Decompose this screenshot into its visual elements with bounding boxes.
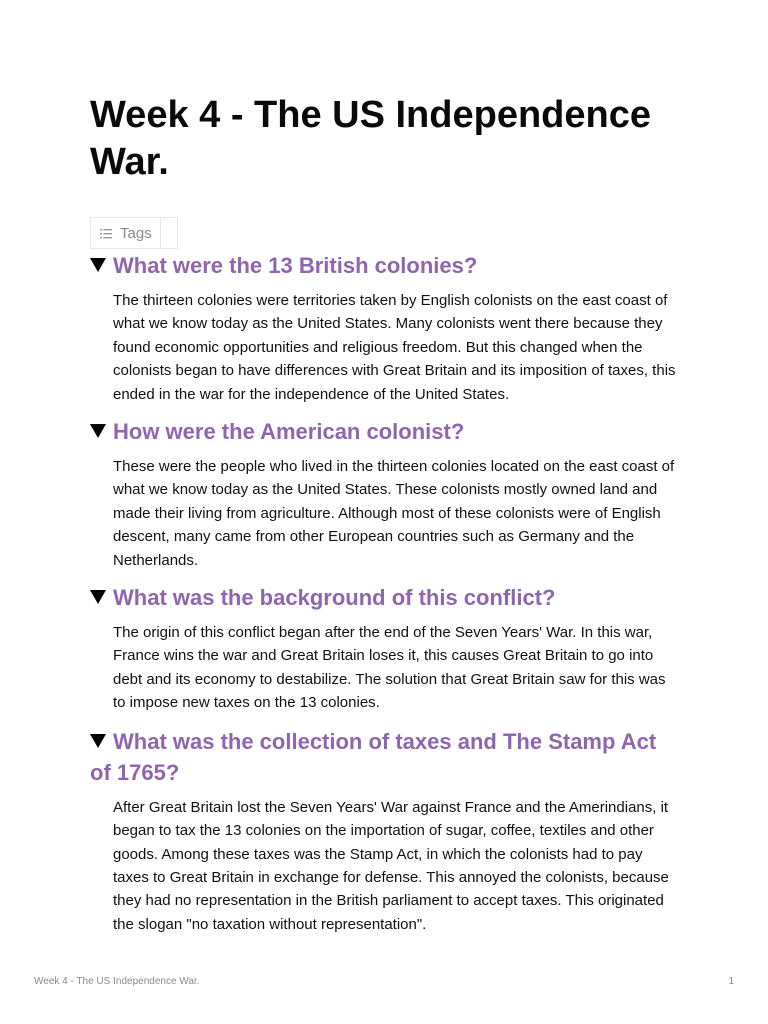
toggle-heading[interactable] <box>90 250 680 281</box>
section-heading-text: What was the background of this conflict? <box>113 585 556 611</box>
toggle-section <box>90 726 680 936</box>
toggle-triangle-down-icon[interactable] <box>90 258 106 272</box>
section-body: The origin of this conflict began after the end of the Seven Years' War. In this war, France wins the war and Great Britain loses it, this causes Great Britain to go into debt and its economy to destabilize. The solution that Great Britain saw for this was to impose new taxes on the 13 colonies. <box>113 624 666 712</box>
section-heading-text: What was the collection of taxes and The Stamp Act of 1765? <box>90 728 657 785</box>
section-heading-text: How were the American colonist? <box>113 419 465 445</box>
tags-property-name[interactable] <box>91 218 161 248</box>
toggle-heading[interactable] <box>90 726 680 788</box>
tags-label: Tags <box>120 224 152 242</box>
page-footer <box>34 976 734 987</box>
section-body: These were the people who lived in the thirteen colonies located on the east coast of what we know today as the United States. These colonists mostly owned land and made their living from agriculture. Although most of these colonists were of English descent, many came from other European countries such as Germany and the Netherlands. <box>113 458 675 569</box>
toggle-triangle-down-icon[interactable] <box>90 424 106 438</box>
tags-property-row <box>90 217 178 249</box>
toggle-heading[interactable] <box>90 582 680 613</box>
toggle-triangle-down-icon[interactable] <box>90 734 106 748</box>
toggle-triangle-down-icon[interactable] <box>90 590 106 604</box>
tags-value[interactable] <box>161 218 177 248</box>
toggle-section <box>90 416 680 572</box>
page-content <box>90 250 680 936</box>
section-body: The thirteen colonies were territories taken by English colonists on the east coast of what we know today as the United States. Many colonists went there because they found economic opportunities and religious freedom. But this changed when the colonists began to have differences with Great Britain and its imposition of taxes, this ended in the war for the independence of the United States. <box>113 292 676 403</box>
toggle-section <box>90 250 680 406</box>
page-title: Week 4 - The US Independence War. <box>90 94 652 183</box>
section-body: After Great Britain lost the Seven Years' War against France and the Amerindians, it began to tax the 13 colonies on the importation of sugar, coffee, textiles and other goods. Among these taxes was the Stamp Act, in which the colonists had to pay taxes to Great Britain in exchange for defense. This annoyed the colonists, because they had no representation in the British parliament to accept taxes. This originated the slogan "no taxation without representation". <box>113 798 669 933</box>
section-heading-text: What were the 13 British colonies? <box>113 253 478 278</box>
list-icon <box>100 229 112 239</box>
toggle-heading[interactable] <box>90 416 680 447</box>
page-number: 1 <box>728 976 734 987</box>
toggle-section <box>90 582 680 715</box>
footer-title: Week 4 - The US Independence War. <box>34 976 200 987</box>
